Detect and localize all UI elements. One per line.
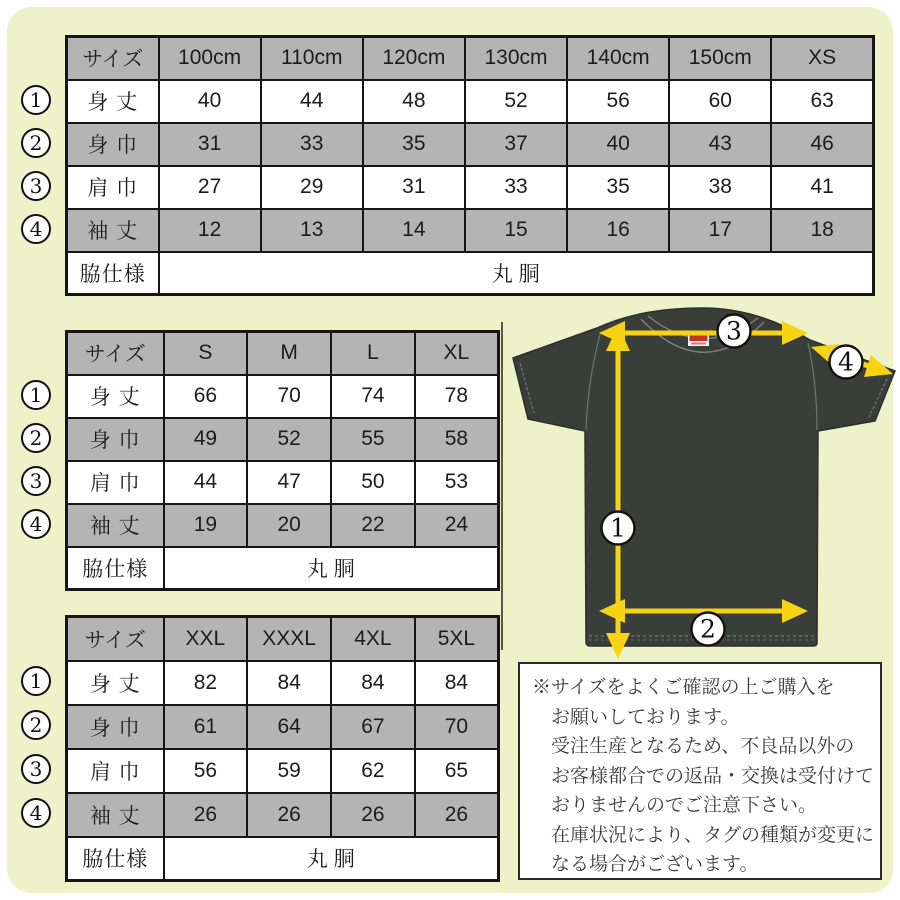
measurement-value-cell: 84 [331,661,415,705]
note-line: 在庫状況により、タグの種類が変更に [551,824,875,846]
measurement-value-cell: 14 [363,209,465,252]
measurement-value-cell: 46 [771,123,873,166]
size-column-header: 5XL [415,617,499,661]
measurement-value-cell: 40 [159,80,261,123]
measurement-value-cell: 64 [247,705,331,749]
measurement-value-cell: 29 [261,166,363,209]
side-spec-label: 脇仕様 [67,252,159,295]
measurement-row-label: 袖 丈 [67,504,164,547]
measurement-value-cell: 78 [415,375,499,418]
measurement-value-cell: 74 [331,375,415,418]
arrow-shoulder-line [616,331,791,336]
measurement-value-cell: 63 [771,80,873,123]
size-column-header: 4XL [331,617,415,661]
size-column-header: 110cm [261,37,363,80]
measurement-value-cell: 53 [415,461,499,504]
measurement-value-cell: 17 [669,209,771,252]
measurement-value-cell: 84 [247,661,331,705]
measurement-value-cell: 65 [415,749,499,793]
measurement-value-cell: 47 [247,461,331,504]
row-marker-s-xl-3: 3 [21,466,51,496]
tshirt-diagram-svg [500,300,900,662]
note-line: お客様都合での返品・交換は受付けて [551,765,875,787]
note-line: お願いしております。 [551,706,740,728]
diagram-marker-3-digit: 3 [726,316,742,346]
size-column-header: XXXL [247,617,331,661]
row-marker-s-xl-2: 2 [21,423,51,453]
size-table-xxl-5xl [65,615,500,882]
size-column-header: 100cm [159,37,261,80]
note-line: ※サイズをよくご確認の上ご購入を [532,677,835,698]
measurement-value-cell: 24 [415,504,499,547]
size-column-header: L [331,332,415,375]
row-marker-s-xl-4: 4 [21,509,51,539]
size-column-header: S [164,332,248,375]
row-marker-kids-xs-3: 3 [21,171,51,201]
size-column-header: 150cm [669,37,771,80]
measurement-row-label: 身 巾 [67,705,164,749]
measurement-value-cell: 52 [247,418,331,461]
size-column-header: XS [771,37,873,80]
size-header-label: サイズ [67,617,164,661]
measurement-value-cell: 27 [159,166,261,209]
measurement-value-cell: 26 [164,793,248,837]
measurement-row-label: 身 丈 [67,375,164,418]
measurement-row-label: 袖 丈 [67,793,164,837]
row-marker-xxl-5xl-4: 4 [21,798,51,828]
side-spec-value: 丸 胴 [164,837,499,881]
size-header-label: サイズ [67,37,159,80]
diagram-marker-2-digit: 2 [700,614,716,644]
measurement-value-cell: 15 [465,209,567,252]
measurement-value-cell: 70 [415,705,499,749]
measurement-value-cell: 55 [331,418,415,461]
measurement-value-cell: 41 [771,166,873,209]
side-spec-value: 丸 胴 [159,252,874,295]
note-line: なる場合がございます。 [551,854,759,875]
size-column-header: XXL [164,617,248,661]
measurement-value-cell: 49 [164,418,248,461]
measurement-value-cell: 60 [669,80,771,123]
tshirt-measurement-diagram [500,300,900,662]
row-marker-xxl-5xl-1: 1 [21,666,51,696]
size-column-header: XL [415,332,499,375]
size-table-s-xl [65,330,500,591]
side-spec-value: 丸 胴 [164,547,499,590]
size-column-header: 130cm [465,37,567,80]
measurement-value-cell: 31 [363,166,465,209]
arrow-sleeve-head-right [864,355,893,377]
row-marker-xxl-5xl-2: 2 [21,710,51,740]
measurement-value-cell: 67 [331,705,415,749]
measurement-row-label: 肩 巾 [67,749,164,793]
row-marker-kids-xs-2: 2 [21,128,51,158]
measurement-value-cell: 48 [363,80,465,123]
measurement-row-label: 身 丈 [67,80,159,123]
measurement-value-cell: 18 [771,209,873,252]
side-spec-label: 脇仕様 [67,547,164,590]
note-line: 受注生産となるため、不良品以外の [551,736,855,757]
note-line: おりませんのでご注意下さい。 [551,795,818,816]
size-column-header: 140cm [567,37,669,80]
measurement-value-cell: 70 [247,375,331,418]
diagram-marker-3 [718,315,751,348]
measurement-value-cell: 22 [331,504,415,547]
measurement-value-cell: 52 [465,80,567,123]
measurement-value-cell: 59 [247,749,331,793]
measurement-row-label: 袖 丈 [67,209,159,252]
measurement-value-cell: 82 [164,661,248,705]
measurement-value-cell: 16 [567,209,669,252]
size-column-header: 120cm [363,37,465,80]
measurement-value-cell: 44 [164,461,248,504]
measurement-value-cell: 56 [164,749,248,793]
arrow-length-line [616,342,621,642]
measurement-row-label: 身 丈 [67,661,164,705]
measurement-row-label: 身 巾 [67,418,164,461]
measurement-value-cell: 35 [363,123,465,166]
measurement-row-label: 肩 巾 [67,166,159,209]
measurement-row-label: 身 巾 [67,123,159,166]
measurement-value-cell: 26 [415,793,499,837]
measurement-value-cell: 50 [331,461,415,504]
measurement-value-cell: 66 [164,375,248,418]
diagram-marker-4-digit: 4 [838,347,854,377]
diagram-marker-1-digit: 1 [610,513,626,543]
diagram-marker-2 [692,613,725,646]
measurement-row-label: 肩 巾 [67,461,164,504]
size-header-label: サイズ [67,332,164,375]
measurement-value-cell: 43 [669,123,771,166]
row-marker-kids-xs-1: 1 [21,85,51,115]
measurement-value-cell: 19 [164,504,248,547]
side-spec-label: 脇仕様 [67,837,164,881]
measurement-value-cell: 38 [669,166,771,209]
measurement-value-cell: 13 [261,209,363,252]
row-marker-kids-xs-4: 4 [21,214,51,244]
measurement-value-cell: 20 [247,504,331,547]
measurement-value-cell: 33 [261,123,363,166]
diagram-marker-1 [602,512,635,545]
size-column-header: M [247,332,331,375]
size-table-kids-xs [65,35,875,296]
measurement-value-cell: 12 [159,209,261,252]
measurement-value-cell: 44 [261,80,363,123]
measurement-value-cell: 62 [331,749,415,793]
diagram-marker-4 [830,346,863,379]
measurement-value-cell: 56 [567,80,669,123]
measurement-value-cell: 31 [159,123,261,166]
row-marker-s-xl-1: 1 [21,380,51,410]
measurement-value-cell: 26 [331,793,415,837]
measurement-value-cell: 26 [247,793,331,837]
row-marker-xxl-5xl-3: 3 [21,754,51,784]
measurement-value-cell: 61 [164,705,248,749]
measurement-value-cell: 58 [415,418,499,461]
measurement-value-cell: 84 [415,661,499,705]
measurement-value-cell: 37 [465,123,567,166]
measurement-value-cell: 40 [567,123,669,166]
measurement-value-cell: 35 [567,166,669,209]
purchase-note-box [518,662,882,880]
measurement-value-cell: 33 [465,166,567,209]
